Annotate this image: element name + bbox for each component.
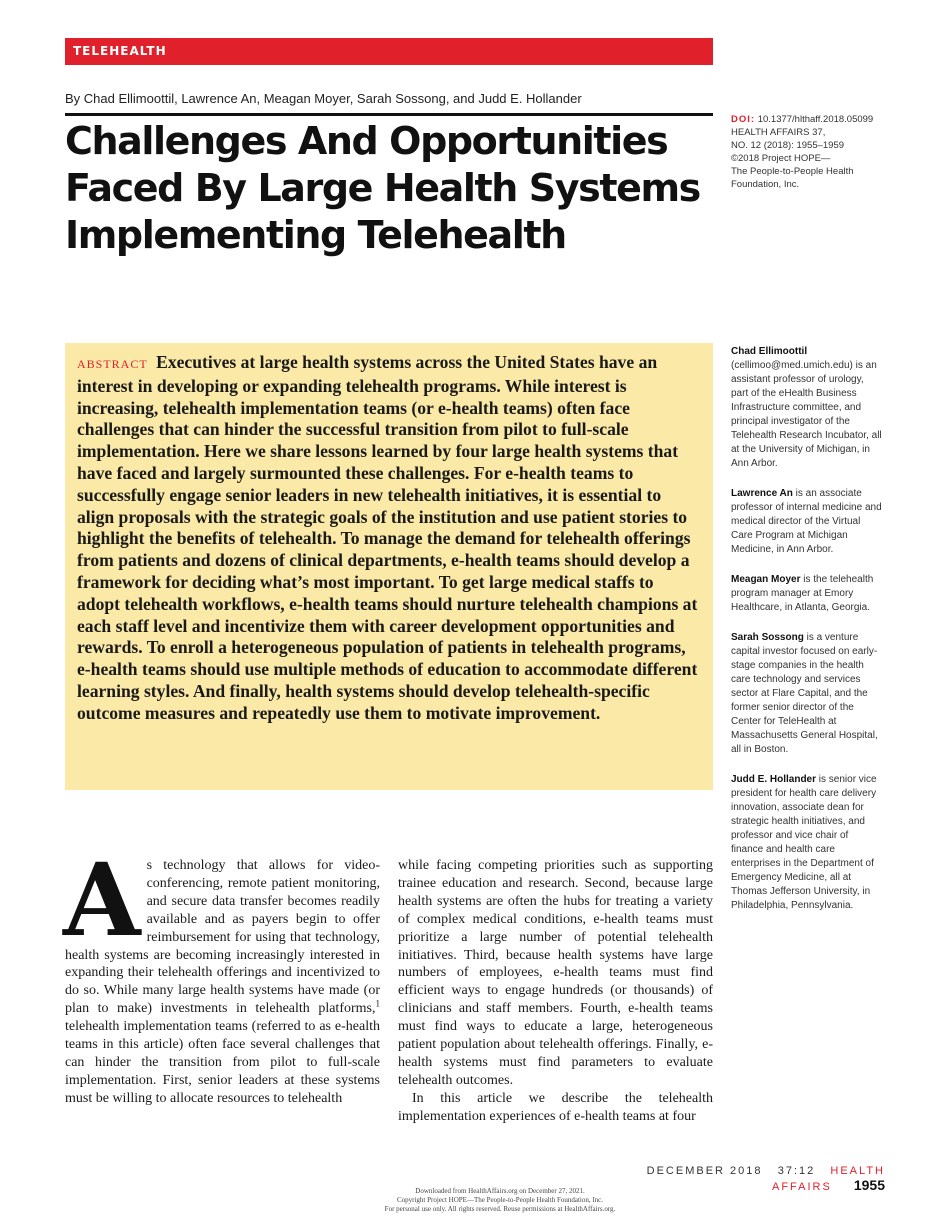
drop-cap: A (63, 841, 141, 959)
title-line: Implementing Telehealth (65, 213, 566, 257)
journal-citation: HEALTH AFFAIRS 37, (731, 127, 826, 138)
bio-text: is the telehealth program manager at Emory Healthcare, in Atlanta, Georgia. (731, 574, 874, 613)
title-line: Faced By Large Health Systems (65, 166, 700, 210)
copyright-line: ©2018 Project HOPE— (731, 153, 831, 164)
doi-label: DOI: (731, 114, 756, 125)
section-label: TELEHEALTH (65, 38, 713, 65)
bio-text: is an associate professor of internal medicine and medical director of the Virtual Care Program at Michigan Medicine, in Ann Arbor. (731, 488, 882, 555)
title-line: Challenges And Opportunities (65, 119, 668, 163)
footnote-ref[interactable]: 1 (375, 998, 380, 1009)
abstract-box (65, 343, 713, 790)
download-line: Copyright Project HOPE—The People-to-People Health Foundation, Inc. (396, 1196, 604, 1204)
bio-text: (cellimoo@med.umich.edu) is an assistant professor of urology, part of the eHealth Business Infrastructure committee, and principal investigator of the Telehealth Research Incubator, all at the University of Michigan, in Ann Arbor. (731, 360, 882, 469)
download-notice (300, 1187, 700, 1214)
bio-name: Judd E. Hollander (731, 774, 817, 785)
body-column-1 (63, 841, 380, 1108)
body-paragraph: while facing competing priorities such as supporting trainee education and research. Second, because large health systems are often the hubs for treating a variety of complex medical conditions, e-health teams must prioritize a large number of potential telehealth initiatives. Third, because health systems have large numbers of employees, e-health teams must find efficient ways to engage hundreds (or thousands) of clinicians and staff members. Fourth, e-health teams must find ways to educate a large, heterogeneous patient population about telehealth offerings. Finally, e-health systems must find parameters to evaluate telehealth outcomes. (398, 858, 713, 1088)
bio-text: is a venture capital investor focused on early-stage companies in the health care technology and services sector at Flare Capital, and the former senior director of the Center for TeleHealth at Massachusetts General Hospital, all in Boston. (731, 632, 878, 755)
download-line: Downloaded from HealthAffairs.org on December 27, 2021. (415, 1187, 585, 1195)
issue-citation: NO. 12 (2018): 1955–1959 (731, 140, 845, 151)
author-bio (731, 345, 883, 471)
footer-volume: 37:12 (777, 1165, 816, 1177)
bio-name: Lawrence An (731, 488, 793, 499)
bio-name: Meagan Moyer (731, 574, 801, 585)
abstract-text: Executives at large health systems across the United States have an interest in developing or expanding telehealth programs. While interest is increasing, telehealth implementation teams (or e-health teams) often face challenges that can hinder the successful transition from pilot to full-scale implementation. Here we share lessons learned by four large health systems that have faced and largely surmounted these challenges. For e-health teams to successfully engage senior leaders in new telehealth initiatives, it is essential to align proposals with the strategic goals of the institution and use patient stories to highlight the benefits of telehealth. To manage the demand for telehealth offerings from patients and dozens of clinical departments, e-health teams should develop a framework for deciding what’s most important. To get large medical staffs to adopt telehealth workflows, e-health teams should nurture telehealth champions at each staff level and incentivize them with career development opportunities and rewards. To enroll a heterogeneous population of patients in telehealth programs, e-health teams should use multiple methods of education to accommodate different learning styles. And finally, health systems should develop telehealth-specific outcome measures and repeatedly use them to motivate improvement. (77, 352, 698, 723)
publisher-line: Foundation, Inc. (731, 179, 800, 190)
abstract-label: ABSTRACT (77, 357, 148, 371)
author-bios (731, 345, 883, 929)
page-number: 1955 (853, 1177, 885, 1193)
author-bio (731, 631, 883, 757)
abstract (77, 352, 701, 725)
article-title (65, 118, 725, 259)
download-line: For personal use only. All rights reserved. Reuse permissions at HealthAffairs.org. (384, 1205, 616, 1213)
body-paragraph (63, 841, 380, 1108)
doi-value: 10.1377/hlthaff.2018.05099 (757, 114, 874, 125)
author-bio (731, 487, 883, 557)
footer-journal: HEALTH AFFAIRS (772, 1165, 885, 1193)
bio-name: Sarah Sossong (731, 632, 804, 643)
body-paragraph: In this article we describe the telehealth implementation experiences of e-health teams at four (398, 1090, 713, 1124)
author-bio (731, 573, 883, 615)
bio-text: is senior vice president for health care delivery innovation, associate dean for strategic health initiatives, and professor and vice chair of finance and health care enterprises in the Department of Emergency Medicine, all at Thomas Jefferson University, in Philadelphia, Pennsylvania. (731, 774, 877, 911)
body-text: telehealth implementation teams (referred to as e-health teams in this article) often face several challenges that can hinder the transition from pilot to full-scale implementation. First, senior leaders at these systems must be willing to allocate resources to telehealth (65, 1019, 380, 1106)
body-column-2 (398, 857, 713, 1126)
author-bio (731, 773, 883, 913)
doi-line[interactable] (731, 113, 911, 126)
body-text: s technology that allows for video-conferencing, remote patient monitoring, and secure data transfer becomes readily available and as payers begin to offer reimbursement for using that technology, health systems are becoming increasingly interested in expanding their telehealth offerings and incentivized to do so. While many large health systems have made (or plan to make) investments in telehealth platforms, (65, 858, 380, 1017)
article-metadata (731, 113, 911, 191)
footer-date: DECEMBER 2018 (646, 1165, 763, 1177)
title-rule (65, 113, 713, 116)
bio-name: Chad Ellimoottil (731, 346, 808, 357)
publisher-line: The People-to-People Health (731, 166, 854, 177)
author-byline: By Chad Ellimoottil, Lawrence An, Meagan Moyer, Sarah Sossong, and Judd E. Hollander (65, 91, 582, 106)
